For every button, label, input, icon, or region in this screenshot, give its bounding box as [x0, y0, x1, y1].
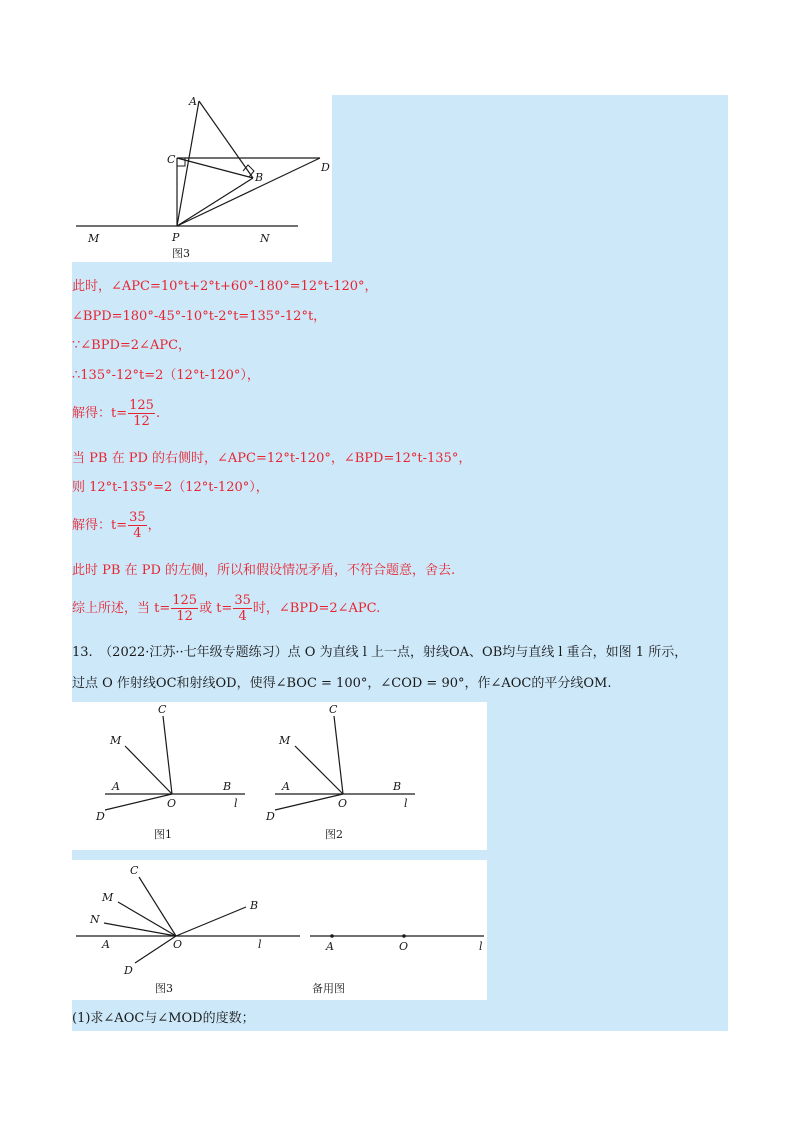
- figure-2-caption: 图2: [325, 828, 343, 841]
- frac-den: 4: [233, 608, 252, 624]
- label-B: B: [223, 780, 232, 793]
- solution-line-3: ∵∠BPD=2∠APC，: [72, 338, 192, 353]
- fraction-125-12: [171, 593, 198, 624]
- summary-part-b: 或 t=: [199, 601, 233, 616]
- label-A: A: [326, 940, 334, 953]
- label-l: l: [234, 797, 238, 810]
- label-A: A: [102, 938, 110, 951]
- label-C: C: [167, 153, 176, 166]
- label-M: M: [110, 734, 122, 747]
- fraction-35-4: [128, 510, 147, 541]
- fraction-125-12: [128, 398, 155, 429]
- figure-1: [95, 703, 245, 841]
- point-O: [402, 934, 406, 938]
- solve-prefix: 解得：t=: [72, 518, 128, 533]
- label-O: O: [167, 797, 177, 810]
- point-A: [330, 934, 334, 938]
- frac-num: 125: [129, 398, 154, 413]
- solution-line-2: ∠BPD=180°-45°-10°t-2°t=135°-12°t，: [72, 309, 327, 324]
- spare-figure-caption: 备用图: [312, 982, 345, 995]
- solve-suffix: ，: [147, 518, 161, 533]
- label-O: O: [338, 797, 348, 810]
- figure-3-caption: 图3: [155, 982, 173, 995]
- figure-2: [265, 703, 415, 841]
- label-l: l: [479, 940, 483, 953]
- question-1: (1)求∠AOC与∠MOD的度数；: [72, 1011, 255, 1026]
- label-l: l: [258, 938, 262, 951]
- label-C: C: [130, 864, 139, 877]
- label-C: C: [158, 703, 167, 716]
- label-D: D: [124, 964, 133, 977]
- solution-line-5: [72, 398, 160, 429]
- frac-num: 35: [234, 593, 251, 608]
- frac-den: 4: [128, 525, 147, 541]
- label-C: C: [329, 703, 338, 716]
- solution-line-9: 此时 PB 在 PD 的左侧，所以和假设情况矛盾，不符合题意，舍去.: [72, 563, 456, 578]
- label-N: N: [260, 232, 270, 245]
- figures-3-spare: [72, 860, 487, 1000]
- label-A: A: [282, 780, 290, 793]
- figure-3: [76, 864, 300, 995]
- label-P: P: [172, 231, 180, 244]
- label-D: D: [96, 810, 105, 823]
- label-O: O: [173, 938, 183, 951]
- frac-num: 35: [129, 510, 146, 525]
- label-M: M: [88, 232, 100, 245]
- figure-3-triangle: [72, 95, 332, 262]
- summary-part-c: 时，∠BPD=2∠APC.: [252, 601, 381, 616]
- problem-13-line-1: 13. （2022·江苏··七年级专题练习）点 O 为直线 l 上一点，射线OA、OB均与直线 l 重合，如图 1 所示，: [72, 645, 688, 660]
- solution-line-8: [72, 510, 161, 541]
- label-O: O: [399, 940, 409, 953]
- spare-figure: [310, 934, 484, 995]
- label-l: l: [404, 797, 408, 810]
- label-B: B: [393, 780, 402, 793]
- figures-1-2: [72, 702, 487, 850]
- label-M: M: [102, 891, 114, 904]
- fraction-35-4: [233, 593, 252, 624]
- solution-line-1: 此时，∠APC=10°t+2°t+60°-180°=12°t-120°，: [72, 279, 378, 294]
- figure-1-caption: 图1: [154, 828, 172, 841]
- solution-line-7: 则 12°t-135°=2（12°t-120°），: [72, 480, 269, 495]
- solve-prefix: 解得：t=: [72, 406, 128, 421]
- solution-line-6: 当 PB 在 PD 的右侧时，∠APC=12°t-120°，∠BPD=12°t-135°，: [72, 451, 472, 466]
- label-M: M: [279, 734, 291, 747]
- figure-caption: 图3: [172, 247, 190, 260]
- frac-num: 125: [172, 593, 198, 608]
- summary-part-a: 综上所述，当 t=: [72, 601, 171, 616]
- label-B: B: [250, 899, 259, 912]
- solution-line-4: ∴135°-12°t=2（12°t-120°），: [72, 368, 260, 383]
- frac-den: 12: [171, 608, 198, 624]
- label-B: B: [255, 171, 264, 184]
- label-D: D: [321, 161, 330, 174]
- solve-suffix: .: [155, 406, 161, 421]
- frac-den: 12: [128, 413, 155, 429]
- label-A: A: [189, 95, 197, 108]
- label-A: A: [112, 780, 120, 793]
- label-N: N: [90, 913, 100, 926]
- solution-line-10: [72, 593, 380, 624]
- problem-13-line-2: 过点 O 作射线OC和射线OD，使得∠BOC = 100°，∠COD = 90°，作∠AOC的平分线OM.: [72, 676, 612, 691]
- label-D: D: [266, 810, 275, 823]
